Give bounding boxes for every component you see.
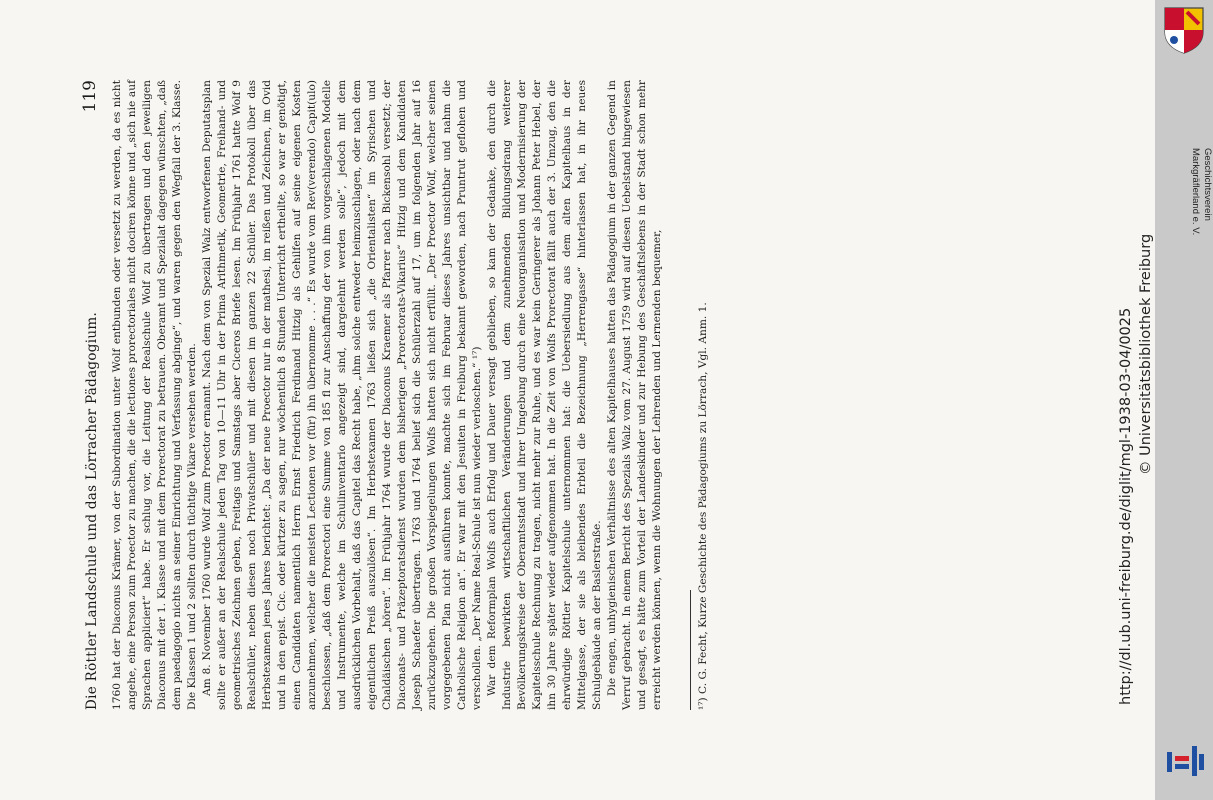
library-logo-icon bbox=[1163, 742, 1207, 782]
paragraph: 1760 hat der Diaconus Krämer, von der Subordination unter Wolf entbunden oder versetzt zu werden, da es nicht angehe, eine Person zum Proector zu machen, die die lectiones prorectoriales nicht dociren könne und „sich nie auf Sprachen appliciert“ habe. Er schlug vor, die Leitung der Realschule Wolf zu übertragen und den jeweiligen Diaconus mit der 1. Klasse und mit dem Prorectorat zu betrauen. Oberamt und Spezialat dagegen wünschten, „daß dem paedagogio nichts an seiner Einrichtung und Verfassung abginge“, und waren gegen den Wegfall der 3. Klasse. Die Klassen 1 und 2 sollten durch tüchtige Vikare versehen werden. bbox=[111, 80, 198, 710]
paragraph: War dem Reformplan Wolfs auch Erfolg und Dauer versagt geblieben, so kam der Gedanke, den durch die Industrie bewirkten wirtschaftlichen Veränderungen und dem zunehmenden Bildungsdrang weiterer Bevölkerungskreise der Oberamtsstadt und ihrer Umgebung durch eine Neuorganisation und Modernisierung der Kapitelsschule Rechnung zu tragen, nicht mehr zur Ruhe, und es war kein Geringerer als Johann Peter Hebel, der ihn 30 Jahre später wieder aufgenommen hat. In die Zeit von Wolfs Prorectorat fällt auch der 3. Umzug, den die ehrwürdige Röttler Kapitelschule unternommen hat: die Uebersiedlung aus dem alten Kapitelhaus in der Mittelgasse, der sie als bleibendes Erbteil die Bezeichnung „Herrengasse“ hinterlassen hat, in ihr neues Schulgebäude an der Baslerstraße. bbox=[486, 80, 603, 710]
coat-of-arms-icon bbox=[1163, 6, 1205, 54]
paragraph: Die engen, unhygienischen Verhältnisse des alten Kapitelhauses hatten das Pädagogium in der ganzen Gegend in Verruf gebracht. In einem Bericht des Spezials Walz vom 27. August 1759 wird auf diesen Uebelstand hingewiesen und gesagt, es hätte zum Vorteil der Landeskinder und zur Hebung des Geschäftslebens in der Stadt schon mehr erreicht werden können, wenn die Wohnungen der Lehrenden und Lernenden bequemer, bbox=[606, 80, 663, 710]
paragraph: Am 8. November 1760 wurde Wolf zum Proector ernannt. Nach dem von Spezial Walz entworfenen Deputatsplan sollte er außer an der Realschule jeden Tag von 10—11 Uhr in der Prima Arithmetik, Geometrie, Freihand- und geometrisches Zeichnen geben, Freitags und Samstags aber Ciceros Briefe lesen. Im Frühjahr 1761 hatte Wolf 9 Realschüler, neben diesen noch Privatschüler und mit diesen im ganzen 22 Schüler. Das Protokoll über das Herbstexamen jenes Jahres berichtet: „Da der neue Proector nur in der mathesi, im reißen und Zeichnen, im Ovid und in den epist. Cic. oder kürtzer zu sagen, nur wöchentlich 8 Stunden Unterricht ertheilte, so war er genötigt, einen Candidaten namentlich Herrn Ernst Friedrich Ferdinand Hitzig als Gehilfen auf seine eigenen Kosten anzunehmen, welcher die meisten Lectionen vor (für) ihn übernomme . . .“ Es wurde vom Rev(verendo) Capit(ulo) beschlossen, „daß dem Prorectori eine Summe von 185 fl zur Anschaffung der von ihm vorgeschlagenen Modelle und Instrumente, welche im Schulinventario angezeigt sind, dargelehnt werden solle“, jedoch mit dem ausdrücklichen Vorbehalt, daß das Capitel das Recht habe, „ihm solche entweder heimzuschlagen, oder nach dem eigentlichen Preiß auszulösen“. Im Herbstexamen 1763 ließen sich „die Orientalisten“ im Syrischen und Chaldäischen „hören“. Im Frühjahr 1764 wurde der Diaconus Kraemer als Pfarrer nach Bickensohl versetzt; der Diaconats- und Präzeptoratsdienst wurden dem bisherigen „Prorectorats-Vikarius“ Hitzig und dem Kandidaten Joseph Schaefer übertragen. 1763 und 1764 belief sich die Schülerzahl auf 17, um im folgenden Jahr auf 16 zurückzugehen. Die großen Vorspiegelungen Wolfs hatten sich nicht erfüllt. „Der Proector Wolf, welcher seinen vorgegebenen Plan nicht ausführen konnte, machte sich im Februar dieses Jahres unsichtbar und nahm die Catholische Religion an“. Er war mit den Jesuiten in Freiburg bekannt geworden, nach Pruntrut geflohen und verschollen. „Der Name Real-Schule ist nun wieder verloschen.“ ¹⁷) bbox=[201, 80, 483, 710]
society-name-line-2: Markgräflerland e. V. bbox=[1190, 148, 1201, 236]
header-title: Die Röttler Landschule und das Lörracher Pädagogium. bbox=[84, 311, 100, 710]
footnote-divider bbox=[690, 590, 691, 710]
right-sidebar bbox=[1155, 0, 1213, 800]
copyright-notice: © Universitätsbibliothek Freiburg bbox=[1138, 233, 1154, 475]
society-name-line-1: Geschichtsverein bbox=[1202, 148, 1213, 221]
page-number: 119 bbox=[80, 80, 100, 113]
society-name bbox=[1163, 148, 1213, 296]
footnote: ¹⁷) C. G. Fecht, Kurze Geschichte des Pädagogiums zu Lörrach, Vgl. Anm. 1. bbox=[697, 302, 709, 710]
running-header bbox=[80, 80, 106, 710]
body-text bbox=[110, 80, 665, 710]
source-url-link[interactable]: http://dl.ub.uni-freiburg.de/diglit/mgl-1938-03-04/0025 bbox=[1118, 307, 1134, 705]
